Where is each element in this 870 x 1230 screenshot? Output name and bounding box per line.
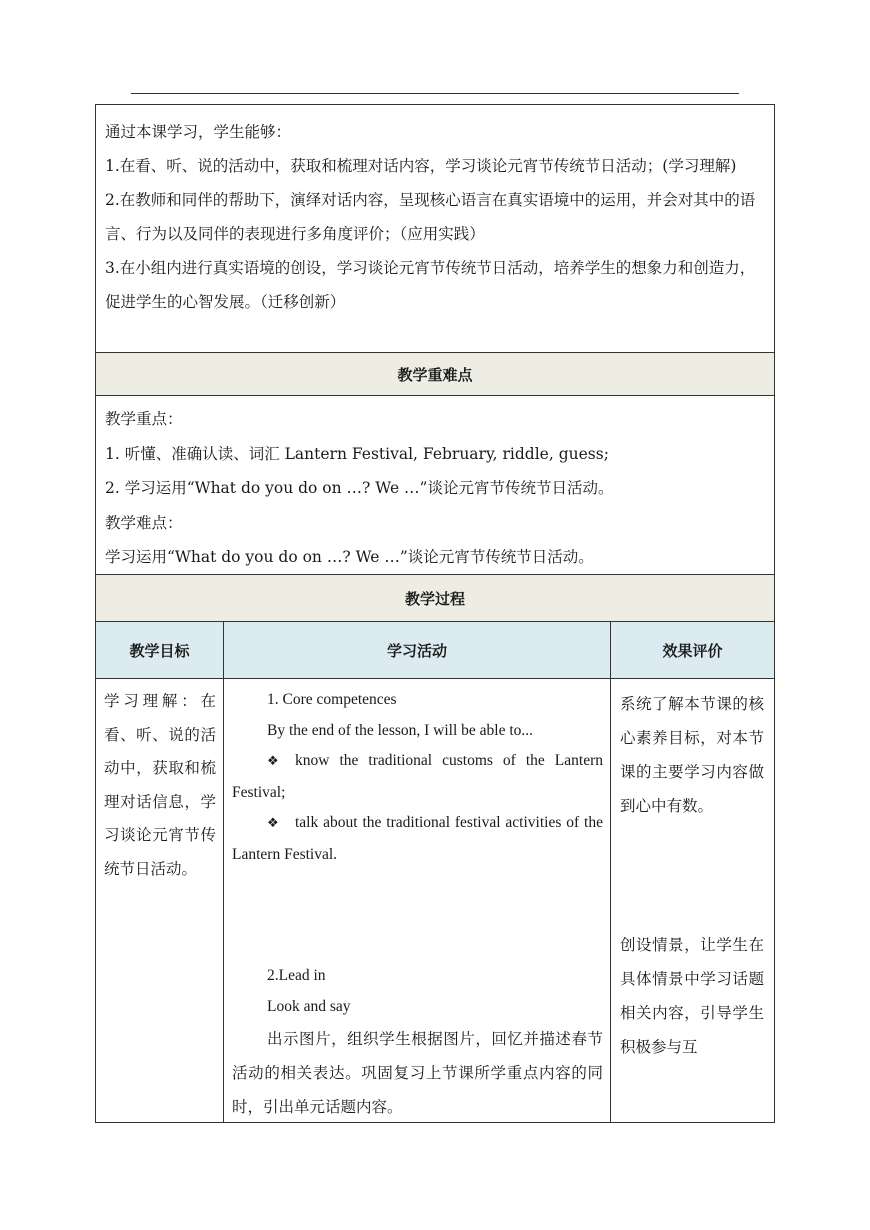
activity-cell	[224, 679, 611, 1122]
focus-item-2: 2. 学习运用“What do you do on …? We …”谈论元宵节传统节日活动。	[105, 479, 614, 497]
process-heading-text: 教学过程	[404, 589, 465, 608]
lead-title: 2.Lead in	[267, 967, 326, 984]
core-intro: By the end of the lesson, I will be able to...	[267, 721, 534, 739]
focus-label: 教学重点：	[105, 410, 183, 428]
evaluation-text-1: 系统了解本节课的核心素养目标，对本节课的主要学习内容做到心中有数。	[620, 695, 764, 815]
objectives-section	[96, 105, 774, 353]
goal-cell	[96, 679, 224, 1122]
difficulty-label: 教学难点：	[105, 513, 183, 532]
goal-text: 学习理解：在看、听、说的活动中，获取和梳理对话信息，学习谈论元宵节传统节日活动。	[104, 692, 216, 878]
process-heading	[96, 575, 774, 622]
evaluation-text-2: 创设情景，让学生在具体情景中学习话题相关内容，引导学生积极参与互	[620, 936, 764, 1056]
objectives-text	[96, 105, 774, 319]
column-header-evaluation	[611, 622, 774, 678]
lead-description: 出示图片，组织学生根据图片，回忆并描述春节活动的相关表达。巩固复习上节课所学重点内容的同时，引出单元话题内容。	[232, 1030, 603, 1116]
lead-subtitle: Look and say	[267, 997, 351, 1015]
bullet-item-1	[232, 746, 603, 808]
page-header-rule	[131, 93, 739, 94]
key-points-text	[96, 396, 774, 575]
bullet-text-1: know the traditional customs of the Lantern Festival;	[232, 752, 603, 801]
core-title: 1. Core competences	[267, 691, 397, 708]
difficulty-item-1: 学习运用“What do you do on …? We …”谈论元宵节传统节日活动。	[105, 548, 594, 566]
objective-item-3: 3.在小组内进行真实语境的创设，学习谈论元宵节传统节日活动，培养学生的想象力和创造力，促进学生的心智发展。（迁移创新）	[105, 259, 756, 311]
focus-item-1: 1. 听懂、准确认读、词汇 Lantern Festival, February, riddle, guess;	[105, 444, 609, 463]
objective-item-1: 1.在看、听、说的活动中，获取和梳理对话内容，学习谈论元宵节传统节日活动；(学习理解)	[105, 157, 737, 175]
bullet-text-2: talk about the traditional festival activities of the Lantern Festival.	[232, 814, 603, 863]
diamond-bullet-icon: ❖	[267, 754, 279, 769]
lesson-plan-table	[95, 104, 775, 1123]
column-header-activity	[224, 622, 611, 678]
process-row	[96, 679, 774, 1122]
objectives-intro: 通过本课学习，学生能够：	[105, 123, 292, 141]
objective-item-2: 2.在教师和同伴的帮助下，演绎对话内容，呈现核心语言在真实语境中的运用，并会对其中的语言、行为以及同伴的表现进行多角度评价；（应用实践）	[105, 191, 756, 243]
evaluation-cell	[611, 679, 774, 1122]
column-header-evaluation-text: 效果评价	[662, 641, 723, 660]
key-points-section	[96, 396, 774, 575]
column-header-activity-text: 学习活动	[386, 641, 447, 660]
process-column-headers	[96, 622, 774, 679]
column-header-goal-text: 教学目标	[129, 641, 190, 660]
bullet-item-2	[232, 808, 603, 870]
column-header-goal	[96, 622, 224, 678]
diamond-bullet-icon: ❖	[267, 816, 279, 831]
key-points-heading-text: 教学重难点	[397, 365, 473, 384]
key-points-heading	[96, 353, 774, 396]
